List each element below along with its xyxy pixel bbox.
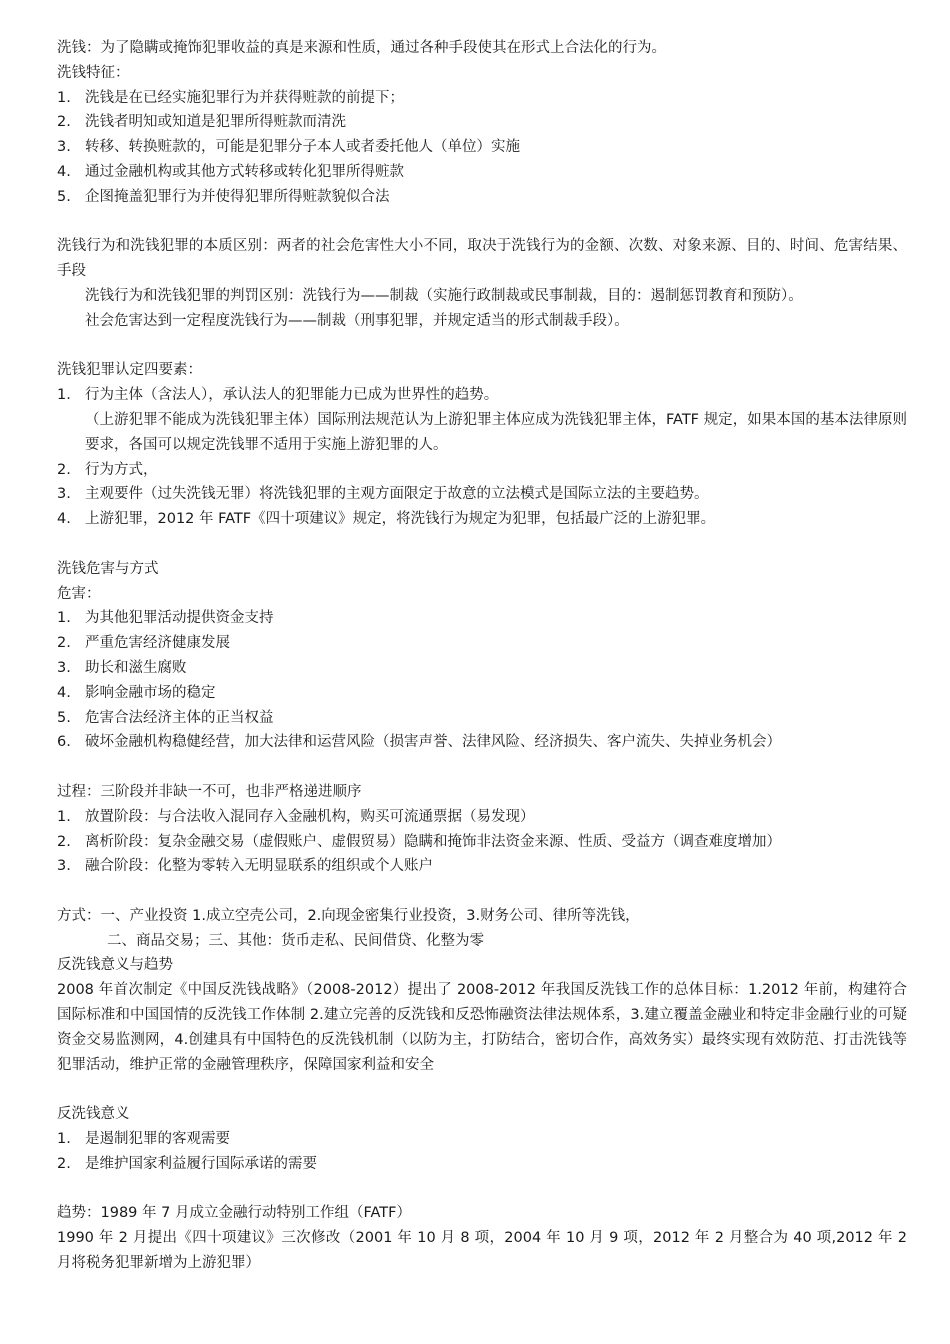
spacer (57, 755, 907, 780)
element-note-paragraph: （上游犯罪不能成为洗钱犯罪主体）国际刑法规范认为上游犯罪主体应成为洗钱犯罪主体，FATF 规定，如果本国的基本法律原则要求，各国可以规定洗钱罪不适用于实施上游犯罪的人。 (85, 411, 907, 453)
list-item (57, 185, 907, 210)
list-item (57, 681, 907, 706)
list-text: 行为方式， (85, 461, 158, 478)
list-number: 1. (57, 387, 71, 404)
list-item (57, 86, 907, 111)
list-item (57, 706, 907, 731)
list-number: 2. (57, 635, 71, 652)
elements-title: 洗钱犯罪认定四要素： (57, 362, 202, 379)
list-text: 助长和滋生腐败 (85, 659, 187, 676)
list-text: 放置阶段：与合法收入混同存入金融机构，购买可流通票据（易发现） (85, 808, 535, 825)
list-number: 6. (57, 734, 71, 751)
list-text: 主观要件（过失洗钱无罪）将洗钱犯罪的主观方面限定于故意的立法模式是国际立法的主要趋势。 (85, 486, 709, 503)
list-item (57, 110, 907, 135)
spacer (57, 210, 907, 235)
significance-title: 反洗钱意义 (57, 1106, 130, 1123)
spacer (57, 1177, 907, 1202)
harms-title: 洗钱危害与方式 (57, 560, 159, 577)
list-number: 2. (57, 1155, 71, 1172)
list-item (57, 805, 907, 830)
penalty-line: 社会危害达到一定程度洗钱行为——制裁（刑事犯罪，并规定适当的形式制裁手段）。 (85, 312, 629, 329)
methods-line: 二、商品交易；三、其他：货币走私、民间借贷、化整为零 (107, 932, 484, 949)
penalty-line: 洗钱行为和洗钱犯罪的判罚区别：洗钱行为——制裁（实施行政制裁或民事制裁，目的：遏制惩罚教育和预防）。 (85, 287, 803, 304)
list-number: 4. (57, 684, 71, 701)
list-text: 为其他犯罪活动提供资金支持 (85, 610, 274, 627)
list-item (57, 854, 907, 879)
list-text: 离析阶段：复杂金融交易（虚假账户、虚假贸易）隐瞒和掩饰非法资金来源、性质、受益方（调查难度增加） (85, 833, 781, 850)
list-number: 1. (57, 89, 71, 106)
list-number: 1. (57, 610, 71, 627)
list-number: 2. (57, 114, 71, 131)
list-item (57, 631, 907, 656)
list-text: 企图掩盖犯罪行为并使得犯罪所得赃款貌似合法 (85, 188, 390, 205)
list-item (57, 730, 907, 755)
process-title: 过程：三阶段并非缺一不可，也非严格递进顺序 (57, 783, 362, 800)
list-number: 3. (57, 858, 71, 875)
list-number: 3. (57, 486, 71, 503)
spacer (57, 1077, 907, 1102)
list-number: 1. (57, 808, 71, 825)
spacer (57, 879, 907, 904)
list-item (57, 507, 907, 532)
spacer (57, 334, 907, 359)
definition-text: 洗钱：为了隐瞒或掩饰犯罪收益的真是来源和性质，通过各种手段使其在形式上合法化的行为。 (57, 40, 666, 56)
list-item (57, 830, 907, 855)
list-text: 严重危害经济健康发展 (85, 635, 230, 652)
list-text: 洗钱是在已经实施犯罪行为并获得赃款的前提下； (85, 89, 404, 106)
list-text: 影响金融市场的稳定 (85, 684, 216, 701)
list-number: 2. (57, 461, 71, 478)
list-item (57, 135, 907, 160)
list-text: 转移、转换赃款的，可能是犯罪分子本人或者委托他人（单位）实施 (85, 139, 520, 156)
list-number: 5. (57, 188, 71, 205)
significance-trend-title: 反洗钱意义与趋势 (57, 957, 173, 974)
features-title: 洗钱特征： (57, 64, 130, 81)
trend-line: 趋势：1989 年 7 月成立金融行动特别工作组（FATF） (57, 1205, 411, 1222)
harms-subtitle: 危害： (57, 585, 101, 602)
list-item (57, 606, 907, 631)
list-text: 破坏金融机构稳健经营，加大法律和运营风险（损害声誉、法律风险、经济损失、客户流失、失掉业务机会） (85, 734, 781, 751)
essence-paragraph: 洗钱行为和洗钱犯罪的本质区别：两者的社会危害性大小不同，取决于洗钱行为的金额、次数、对象来源、目的、时间、危害结果、手段 (57, 238, 907, 280)
list-number: 4. (57, 163, 71, 180)
spacer (57, 532, 907, 557)
list-item (57, 656, 907, 681)
list-number: 3. (57, 659, 71, 676)
list-number: 2. (57, 833, 71, 850)
strategy-paragraph: 2008 年首次制定《中国反洗钱战略》（2008-2012）提出了 2008-2012 年我国反洗钱工作的总体目标：1.2012 年前，构建符合国际标准和中国国情的反洗钱工作体制 2.建立完善的反洗钱和反恐怖融资法律法规体系，3.建立覆盖金融业和特定非金融行业的可疑资金交易监测网，4.创建具有中国特色的反洗钱机制（以防为主，打防结合，密切合作，高效务实）最终实现有效防范、打击洗钱等犯罪活动，维护正常的金融管理秩序，保障国家利益和安全 (57, 982, 907, 1073)
list-text: 上游犯罪，2012 年 FATF《四十项建议》规定，将洗钱行为规定为犯罪，包括最广泛的上游犯罪。 (85, 511, 716, 528)
list-item (57, 160, 907, 185)
list-item (57, 458, 907, 483)
list-item (57, 383, 907, 408)
document-page (57, 36, 907, 1276)
list-text: 通过金融机构或其他方式转移或转化犯罪所得赃款 (85, 163, 404, 180)
list-item (57, 482, 907, 507)
methods-line: 方式：一、产业投资 1.成立空壳公司，2.向现金密集行业投资，3.财务公司、律所等洗钱， (57, 907, 640, 924)
list-number: 4. (57, 511, 71, 528)
list-text: 是遏制犯罪的客观需要 (85, 1131, 230, 1148)
list-text: 危害合法经济主体的正当权益 (85, 709, 274, 726)
list-text: 行为主体（含法人），承认法人的犯罪能力已成为世界性的趋势。 (85, 387, 499, 404)
list-number: 3. (57, 139, 71, 156)
list-text: 洗钱者明知或知道是犯罪所得赃款而清洗 (85, 114, 346, 131)
list-number: 1. (57, 1131, 71, 1148)
list-text: 是维护国家利益履行国际承诺的需要 (85, 1155, 317, 1172)
list-item (57, 1127, 907, 1152)
list-number: 5. (57, 709, 71, 726)
list-item (57, 1152, 907, 1177)
trend-paragraph: 1990 年 2 月提出《四十项建议》三次修改（2001 年 10 月 8 项，2004 年 10 月 9 项，2012 年 2 月整合为 40 项,2012 年 2 月将税务犯罪新增为上游犯罪） (57, 1230, 907, 1272)
list-text: 融合阶段：化整为零转入无明显联系的组织或个人账户 (85, 858, 433, 875)
